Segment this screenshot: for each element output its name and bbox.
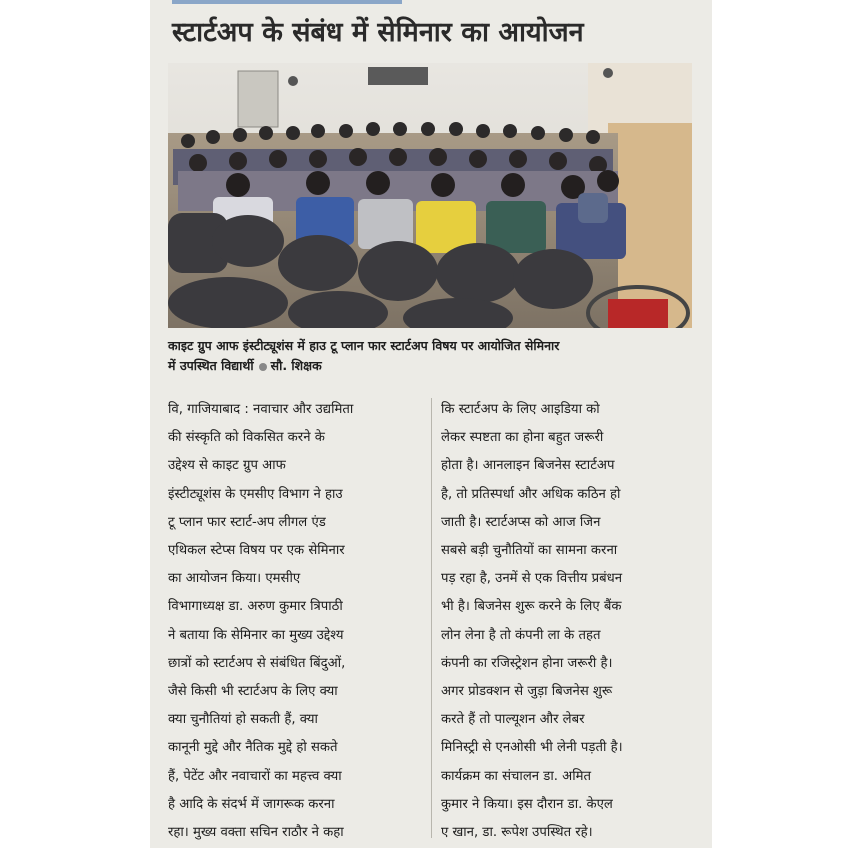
article-right-column — [441, 396, 689, 847]
body-line: रहा। मुख्य वक्ता सचिन राठौर ने कहा — [168, 825, 344, 841]
body-line: कानूनी मुद्दे और नैतिक मुद्दे हो सकते — [168, 740, 338, 756]
body-line: भी है। बिजनेस शुरू करने के लिए बैंक — [441, 599, 622, 615]
caption-text: में उपस्थित विद्यार्थी — [168, 358, 254, 373]
body-line: लेकर स्पष्टता का होना बहुत जरूरी — [441, 430, 604, 446]
bullet-icon — [259, 363, 267, 371]
body-line: टू प्लान फार स्टार्ट-अप लीगल एंड — [168, 514, 326, 530]
article-left-column — [168, 396, 416, 847]
body-line: की संस्कृति को विकसित करने के — [168, 430, 325, 446]
newspaper-clipping — [150, 0, 712, 848]
body-line: है, तो प्रतिस्पर्धा और अधिक कठिन हो — [441, 486, 621, 502]
body-line: कि स्टार्टअप के लिए आइडिया को — [441, 402, 600, 417]
body-line: लोन लेना है तो कंपनी ला के तहत — [441, 627, 601, 643]
body-line: ने बताया कि सेमिनार का मुख्य उद्देश्य — [168, 627, 344, 643]
headline: स्टार्टअप के संबंध में सेमिनार का आयोजन — [172, 17, 584, 48]
body-line: करते हैं तो पाल्यूशन और लेबर — [441, 712, 585, 728]
body-line: क्या चुनौतियां हो सकती हैं, क्या — [168, 712, 318, 728]
body-line: है आदि के संदर्भ में जागरूक करना — [168, 796, 335, 812]
body-line: छात्रों को स्टार्टअप से संबंधित बिंदुओं, — [168, 655, 346, 671]
photo-illustration — [168, 63, 692, 328]
caption-line-1: काइट ग्रुप आफ इंस्टीट्यूशंस में हाउ टू प्लान फार स्टार्टअप विषय पर आयोजित सेमिनार — [168, 338, 560, 353]
body-line: इंस्टीट्यूशंस के एमसीए विभाग ने हाउ — [168, 486, 343, 502]
body-line: कुमार ने किया। इस दौरान डा. केएल — [441, 796, 613, 812]
caption-credit: सौ. शिक्षक — [270, 358, 322, 373]
body-line: विभागाध्यक्ष डा. अरुण कुमार त्रिपाठी — [168, 599, 343, 615]
body-line: ए खान, डा. रूपेश उपस्थित रहे। — [441, 825, 593, 841]
body-line: का आयोजन किया। एमसीए — [168, 571, 301, 587]
body-line: मिनिस्ट्री से एनओसी भी लेनी पड़ती है। — [441, 740, 623, 756]
body-line: जैसे किसी भी स्टार्टअप के लिए क्या — [168, 684, 338, 700]
body-line: सबसे बड़ी चुनौतियों का सामना करना — [441, 543, 618, 559]
photo-caption — [168, 336, 694, 376]
body-line: वि, गाजियाबाद : नवाचार और उद्यमिता — [168, 402, 354, 417]
seminar-audience-photo — [168, 63, 692, 328]
body-line: पड़ रहा है, उनमें से एक वित्तीय प्रबंधन — [441, 571, 623, 587]
body-line: जाती है। स्टार्टअप्स को आज जिन — [441, 514, 601, 530]
body-line: अगर प्रोडक्शन से जुड़ा बिजनेस शुरू — [441, 684, 613, 700]
body-line: एथिकल स्टेप्स विषय पर एक सेमिनार — [168, 543, 345, 559]
caption-line-2 — [168, 356, 694, 376]
body-line: उद्देश्य से काइट ग्रुप आफ — [168, 458, 286, 474]
body-line: कार्यक्रम का संचालन डा. अमित — [441, 768, 592, 784]
body-line: हैं, पेटेंट और नवाचारों का महत्त्व क्या — [168, 768, 342, 784]
body-line: कंपनी का रजिस्ट्रेशन होना जरूरी है। — [441, 655, 613, 671]
body-line: होता है। आनलाइन बिजनेस स्टार्टअप — [441, 458, 615, 474]
column-divider — [431, 398, 432, 838]
top-color-bar — [172, 0, 402, 4]
